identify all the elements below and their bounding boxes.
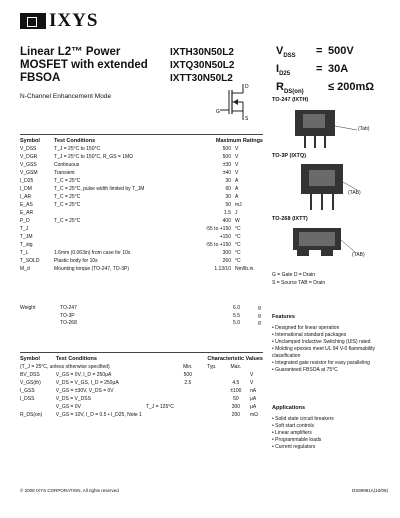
condition-cell: V_GS = 10V, I_D = 0.5 • I_D25, Note 1 (55, 412, 142, 418)
symbol-cell: V_GSS (20, 162, 37, 168)
temp-cell (144, 411, 176, 419)
symbol-cell: I_D25 (20, 178, 34, 184)
symbol-cell: T_J (20, 226, 29, 232)
symbol-cell: E_AR (20, 210, 34, 216)
weight-value: 6.0 (233, 305, 240, 311)
condition-cell (52, 209, 190, 217)
drain-pin-label: D (245, 84, 249, 90)
col-typ: Typ. (207, 364, 217, 370)
table-row (18, 145, 265, 153)
table-row (18, 265, 265, 273)
max-cell: 4.5 (232, 380, 240, 386)
symbol-cell: E_AS (20, 202, 33, 208)
typ-cell (200, 379, 224, 387)
table-row (18, 225, 265, 233)
col-header: Test Conditions (54, 138, 96, 144)
unit-cell: V (249, 372, 254, 378)
spec-subscript: DSS (283, 53, 296, 60)
weight-package: TO-268 (60, 320, 77, 326)
value-cell: 500 (222, 154, 231, 160)
spec-symbol: I (276, 63, 280, 76)
condition-cell: T_C = 25°C (54, 178, 81, 184)
table-header-row (18, 137, 265, 145)
unit-cell: V (235, 162, 239, 168)
condition-cell: T_C = 25°C (54, 194, 81, 200)
pin-legend-line: G = Gate D = Drain (272, 272, 316, 278)
col-header: Maximum Ratings (215, 138, 263, 144)
table-row (18, 387, 265, 395)
value-cell: +150 (219, 234, 231, 240)
application-item: • Programmable loads (272, 437, 392, 444)
feature-item: • Integrated gate resistor for easy paralleling (272, 360, 392, 367)
condition-cell: Mounting torque (TO-247, TO-3P) (54, 266, 130, 272)
table-row (18, 193, 265, 201)
value-cell: ±30 (222, 162, 231, 168)
condition-cell: V_GS = 0V (55, 404, 81, 410)
ixys-logo (20, 10, 98, 32)
temp-cell (144, 371, 176, 379)
condition-cell: T_C = 25°C (54, 202, 81, 208)
symbol-cell: V_DSS (20, 146, 37, 152)
unit-cell: μA (249, 404, 257, 410)
table-row (18, 169, 265, 177)
application-item: • Soft start controls (272, 423, 392, 430)
col-max: Max. (230, 364, 242, 370)
value-cell: 60 (225, 186, 231, 192)
gate-pin-label: G (216, 109, 220, 115)
condition-cell: T_J = 25°C to 150°C (54, 146, 101, 152)
typ-cell (200, 411, 224, 419)
features-list (272, 325, 392, 374)
applications-list (272, 416, 392, 451)
value-cell: 1.13/10 (214, 266, 231, 272)
symbol-cell: M_d (20, 266, 30, 272)
spec-value: 30A (328, 63, 349, 76)
unit-cell: A (235, 178, 239, 184)
application-item: • Linear amplifiers (272, 430, 392, 437)
source-pin-label: S (245, 116, 249, 122)
value-cell: 260 (222, 258, 231, 264)
key-specs (276, 45, 374, 100)
footer-copyright: © 2008 IXYS CORPORATION, All rights reserved (20, 488, 119, 493)
unit-cell: V (235, 170, 239, 176)
weight-unit: g (258, 305, 261, 311)
unit-cell: A (235, 194, 239, 200)
table-row (18, 209, 265, 217)
weight-list (60, 305, 77, 328)
spec-value: ≤ 200mΩ (328, 81, 375, 94)
weight-label: Weight (20, 305, 36, 311)
min-cell: 2.5 (184, 380, 192, 386)
value-cell: 30 (225, 194, 231, 200)
unit-cell: V (249, 380, 254, 386)
symbol-cell: V_GSM (20, 170, 38, 176)
spec-row: $I_{D25}$ = 30A (276, 63, 374, 81)
unit-cell: W (235, 218, 240, 224)
tab-label: (TAB) (348, 190, 361, 196)
unit-cell: A (235, 186, 239, 192)
symbol-cell: V_GS(th) (20, 380, 41, 386)
value-cell: 1.5 (224, 210, 231, 216)
spec-value: 500V (328, 45, 354, 57)
table-divider (20, 134, 263, 135)
table-row (18, 241, 265, 249)
unit-cell: mΩ (249, 412, 258, 418)
value-cell: ±40 (222, 170, 231, 176)
application-item: • Current regulators (272, 444, 392, 451)
unit-cell: °C (235, 258, 241, 264)
unit-cell: °C (235, 226, 241, 232)
features-title: Features (272, 314, 295, 320)
symbol-cell: R_DS(on) (20, 412, 43, 418)
feature-item: • Designed for linear operation (272, 325, 392, 332)
condition-cell: Continuous (54, 162, 80, 168)
value-cell: 300 (222, 250, 231, 256)
value-cell: 30 (225, 178, 231, 184)
application-item: • Solid state circuit breakers (272, 416, 392, 423)
min-cell (176, 411, 200, 419)
col-header: Symbol (20, 356, 40, 362)
unit-cell: °C (235, 234, 241, 240)
min-cell (176, 387, 200, 395)
temp-cell (144, 379, 176, 387)
table-row (18, 185, 265, 193)
logo-mark-icon (20, 13, 46, 29)
table-row (18, 217, 265, 225)
weight-units (258, 305, 261, 328)
condition-cell: T_J = 25°C to 150°C, R_GS = 1MΩ (54, 154, 133, 160)
min-cell: 500 (183, 372, 192, 378)
unit-cell: J (235, 210, 238, 216)
condition-cell: T_C = 25°C (54, 218, 81, 224)
unit-cell: °C (235, 250, 241, 256)
table-header-row (18, 355, 265, 363)
table-divider (20, 352, 263, 353)
value-cell: 400 (222, 218, 231, 224)
max-cell: 200 (231, 412, 241, 418)
unit-cell: V (235, 146, 239, 152)
value-cell: -55 to +150 (205, 226, 231, 232)
condition-cell (52, 225, 190, 233)
spec-row: $V_{DSS}$ = 500V (276, 45, 374, 63)
characteristics-table (18, 355, 265, 419)
to3p-package-icon (285, 162, 375, 214)
tab-label: (TAB) (352, 252, 365, 258)
condition-cell: V_DS = V_GS, I_D = 250μA (55, 380, 119, 386)
min-cell (176, 403, 200, 411)
weight-value: 5.5 (233, 312, 240, 319)
feature-item: • Molding epoxies meet UL 94 V-0 flammability classification (272, 346, 392, 360)
weight-package: TO-3P (60, 312, 75, 319)
symbol-cell: I_GSS (20, 388, 35, 394)
symbol-cell: I_DM (20, 186, 32, 192)
table-row (18, 411, 265, 419)
temp-cell (144, 395, 176, 403)
symbol-cell: T_SOLD (20, 258, 40, 264)
spec-subscript: D25 (279, 71, 291, 78)
unit-cell: nA (249, 388, 257, 394)
unit-cell: μA (249, 396, 257, 402)
unit-cell: V (235, 154, 239, 160)
feature-item: • International standard packages (272, 332, 392, 339)
max-ratings-table (18, 137, 265, 273)
table-row (18, 161, 265, 169)
applications-title: Applications (272, 405, 306, 411)
spec-symbol: R (276, 81, 284, 94)
col-min: Min. (183, 364, 193, 370)
part-number: IXTQ30N50L2 (170, 60, 235, 71)
value-cell: 50 (225, 202, 231, 208)
condition-cell: V_GS = ±30V, V_DS = 0V (55, 388, 114, 394)
typ-cell (200, 395, 224, 403)
weight-value: 5.0 (233, 320, 240, 326)
symbol-cell: I_DSS (20, 396, 35, 402)
package-title: TO-268 (IXTT) (272, 216, 308, 222)
part-numbers (170, 46, 234, 85)
package-title: TO-3P (IXTQ) (272, 153, 307, 159)
col-header: Test Conditions (55, 356, 97, 362)
table-subheader-row (18, 363, 265, 371)
subtitle: N-Channel Enhancement Mode (20, 93, 112, 100)
feature-item: • Unclamped Inductive Switching (UIS) rated (272, 339, 392, 346)
typ-cell (200, 371, 224, 379)
pin-legend (272, 272, 325, 287)
table-row (18, 233, 265, 241)
table-row (18, 371, 265, 379)
symbol-cell: T_stg (20, 242, 33, 248)
max-cell: ±100 (230, 388, 242, 394)
temp-cell: T_J = 125°C (145, 404, 174, 410)
unit-cell: Nm/lb.in. (235, 266, 255, 272)
symbol-cell: I_AR (20, 194, 32, 200)
symbol-cell: P_D (20, 218, 30, 224)
condition-cell (52, 233, 190, 241)
spec-subscript: DS(on) (283, 89, 304, 96)
unit-cell: mJ (235, 202, 242, 208)
temp-cell (144, 387, 176, 395)
col-header: Characteristic Values (207, 356, 263, 362)
symbol-cell: T_L (20, 250, 29, 256)
table-row (18, 249, 265, 257)
mosfet-symbol-icon (215, 82, 255, 122)
weight-unit: g (258, 320, 261, 326)
unit-cell: °C (235, 242, 241, 248)
condition-cell (52, 241, 190, 249)
table-row (18, 153, 265, 161)
condition-cell: V_DS = V_DSS (55, 396, 91, 402)
table-row (18, 403, 265, 411)
min-cell (176, 395, 200, 403)
part-number: IXTH30N50L2 (170, 47, 234, 58)
symbol-cell: T_JM (20, 234, 33, 240)
value-cell: 500 (222, 146, 231, 152)
tab-label: (Tab) (358, 126, 370, 132)
table-row (18, 201, 265, 209)
footer-doc-number: DS99981A(10/08) (351, 488, 388, 493)
col-header: Symbol (20, 138, 40, 144)
max-cell (224, 371, 248, 379)
condition-cell: V_GS = 0V, I_D = 250μA (55, 372, 112, 378)
table-row (18, 257, 265, 265)
condition-cell: 1.6mm (0.063in) from case for 10s (54, 250, 131, 256)
spec-symbol: V (276, 45, 284, 57)
weight-package: TO-247 (60, 305, 77, 311)
part-number: IXTT30N50L2 (170, 73, 233, 84)
table-row (18, 379, 265, 387)
package-title: TO-247 (IXTH) (272, 97, 309, 103)
typ-cell (200, 387, 224, 395)
symbol-cell: V_DGR (20, 154, 38, 160)
max-cell: 50 (233, 396, 239, 402)
product-title: Linear L2™ Power MOSFET with extended FBSOA (20, 46, 148, 84)
condition-cell: Plastic body for 10s (54, 258, 98, 264)
logo-text: IXYS (49, 10, 99, 31)
weight-unit: g (258, 312, 261, 319)
condition-cell: Transient (54, 170, 75, 176)
conditions-note: (T_J = 25°C, unless otherwise specified) (20, 364, 110, 370)
symbol-cell: BV_DSS (20, 372, 40, 378)
max-cell: 300 (231, 404, 241, 410)
table-row (18, 395, 265, 403)
weight-values (228, 305, 240, 328)
feature-item: • Guaranteed FBSOA at 75°C (272, 367, 392, 374)
table-row (18, 177, 265, 185)
pin-legend-line: S = Source TAB = Drain (272, 279, 326, 286)
typ-cell (200, 403, 224, 411)
condition-cell: T_C = 25°C, pulse width limited by T_JM (54, 186, 145, 192)
value-cell: -55 to +150 (205, 242, 231, 248)
symbol-cell (18, 403, 54, 411)
